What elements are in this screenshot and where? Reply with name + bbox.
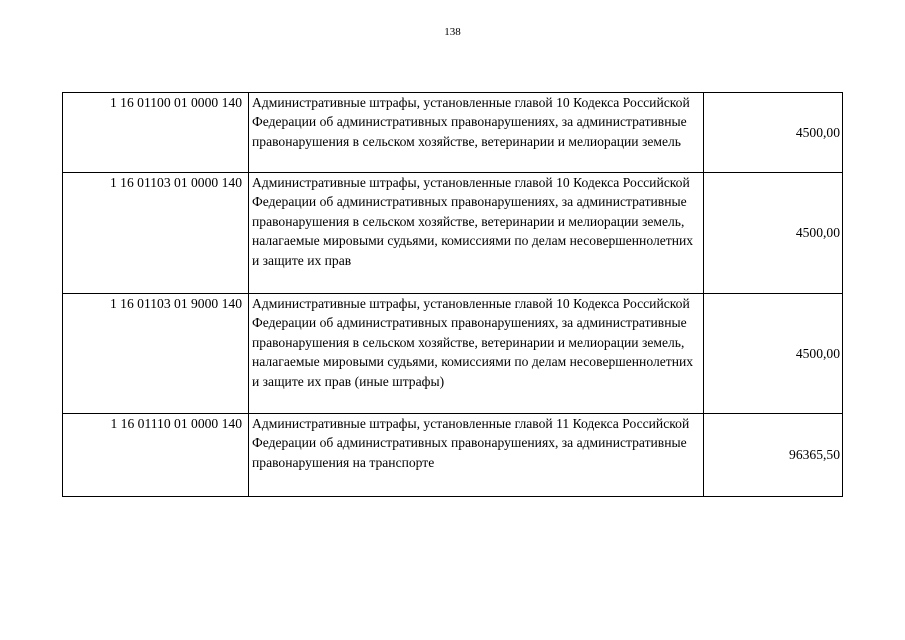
table-row — [63, 93, 843, 173]
description: Административные штрафы, установленные главой 10 Кодекса Российской Федерации об административных правонарушениях, за административные правонарушения в сельском хозяйстве, ветеринарии и мелиорации земель, налагаемые мировыми судьями, комиссиями по делам несовершеннолетних и защите их прав — [249, 173, 704, 294]
budget-code: 1 16 01110 01 0000 140 — [63, 414, 249, 497]
amount: 96365,50 — [704, 414, 843, 497]
page-number: 138 — [444, 26, 461, 38]
amount: 4500,00 — [704, 173, 843, 294]
budget-code: 1 16 01100 01 0000 140 — [63, 93, 249, 173]
budget-code: 1 16 01103 01 9000 140 — [63, 294, 249, 414]
amount: 4500,00 — [704, 93, 843, 173]
description: Административные штрафы, установленные главой 10 Кодекса Российской Федерации об административных правонарушениях, за административные правонарушения в сельском хозяйстве, ветеринарии и мелиорации земель — [249, 93, 704, 173]
description: Административные штрафы, установленные главой 11 Кодекса Российской Федерации об административных правонарушениях, за административные правонарушения на транспорте — [249, 414, 704, 497]
budget-code: 1 16 01103 01 0000 140 — [63, 173, 249, 294]
budget-table — [62, 92, 843, 497]
amount: 4500,00 — [704, 294, 843, 414]
table-row — [63, 294, 843, 414]
table-row — [63, 173, 843, 294]
description: Административные штрафы, установленные главой 10 Кодекса Российской Федерации об административных правонарушениях, за административные правонарушения в сельском хозяйстве, ветеринарии и мелиорации земель, налагаемые мировыми судьями, комиссиями по делам несовершеннолетних и защите их прав (иные штрафы) — [249, 294, 704, 414]
table-row — [63, 414, 843, 497]
